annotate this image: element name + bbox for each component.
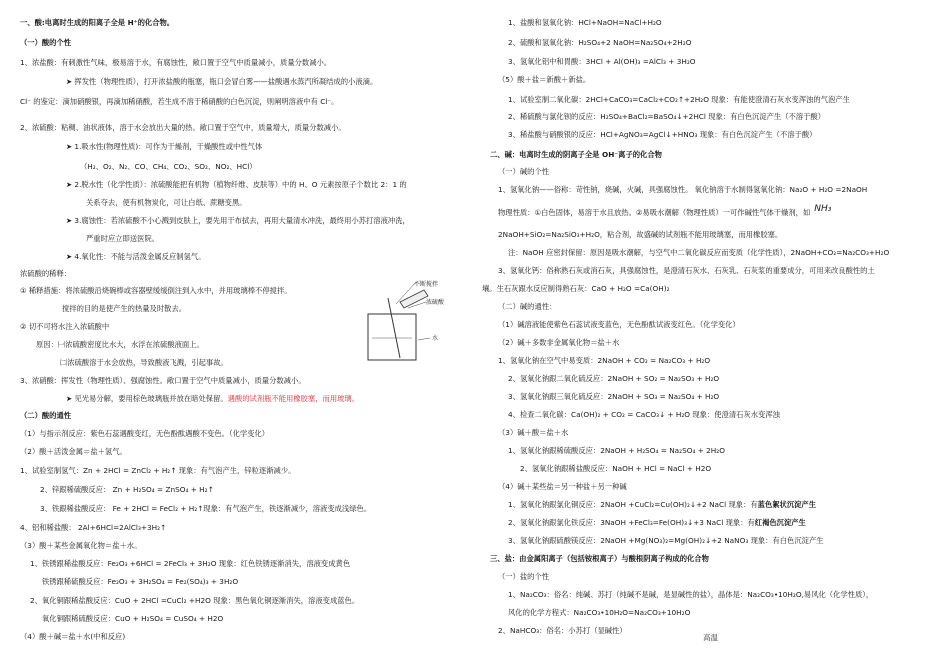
left-line: ➤ 1.吸水性(物理性质)：可作为干燥剂，干燥酸性或中性气体 bbox=[66, 142, 263, 151]
right-line: （3）碱＋酸＝盐＋水 bbox=[498, 428, 569, 437]
right-line: 注：NaOH 应密封保留：原因是吸水潮解，与空气中二氧化碳反应而变质（化学性质），2NaOH+CO₂=Na₂CO₃+H₂O bbox=[508, 248, 890, 257]
right-line: 2、NaHCO₃：俗名：小苏打（显碱性） bbox=[498, 626, 627, 635]
left-line: Cl⁻ 的鉴定：滴加硝酸银，再滴加稀硝酸，若生成不溶于稀硝酸的白色沉淀，则阐明溶液中有 Cl⁻。 bbox=[20, 97, 339, 106]
right-line: 1、氢氧化钠跟氯化铜反应：2NaOH +CuCl₂=Cu(OH)₂↓+2 NaCl 现象：有蓝色絮状沉淀产生 bbox=[508, 500, 817, 509]
right-line: 物理性质：①白色固体，易溶于水且放热。②易吸水潮解（物理性质）一可作碱性气体干燥剂，如 NH₃ bbox=[498, 204, 832, 217]
left-line: ➤ 挥发性（物理性质），打开浓盐酸的瓶塞，瓶口会冒白雾——盐酸遇水蒸汽所凝结成的小液滴。 bbox=[66, 77, 378, 86]
left-line: 1、浓盐酸：有刺激性气味，极易溶于水，有腐蚀性，敞口置于空气中质量减小，质量分数减小。 bbox=[20, 58, 332, 67]
left-line: 搅拌的目的是使产生的热量及时散去。 bbox=[62, 304, 187, 313]
left-line: 氧化铜跟稀硫酸反应：CuO + H₂SO₄ = CuSO₄ + H2O bbox=[42, 614, 224, 623]
right-line: 3、氢氧化钠跟三氧化硫反应：2NaOH + SO₃ = Na₂SO₄ + H₂O bbox=[508, 392, 720, 401]
right-line: 1、Na₂CO₃：俗名：纯碱、苏打（纯碱不是碱，是显碱性的盐），晶体是：Na₂CO₃•10H₂O,易风化（化学性质）， bbox=[508, 590, 874, 599]
right-line: （2）碱＋多数非金属氧化物＝盐＋水 bbox=[498, 338, 620, 347]
nh3-formula: NH₃ bbox=[814, 204, 832, 214]
right-line: 2、稀硫酸与氯化钡的反应：H₂SO₄+BaCl₂=BaSO₄↓+2HCl 现象：有白色沉淀产生（不溶于酸） bbox=[508, 112, 825, 121]
left-line: ② 切不可将水注入浓硫酸中 bbox=[20, 322, 110, 331]
right-line: 2、氢氧化钠跟二氧化硫反应：2NaOH + SO₂ = Na₂SO₃ + H₂O bbox=[508, 374, 720, 383]
left-line: 浓硫酸的稀释： bbox=[20, 269, 72, 278]
right-line: （1）碱溶液能使紫色石蕊试液变蓝色，无色酚酞试液变红色。（化学变化） bbox=[498, 320, 740, 329]
right-line: 3、稀盐酸与硝酸银的反应：HCl+AgNO₃=AgCl↓+HNO₃ 现象：有白色沉淀产生（不溶于酸） bbox=[508, 130, 817, 139]
left-line: 2、氧化铜跟稀盐酸反应：CuO + 2HCl =CuCl₂ +H2O 现象：黑色氧化铜逐渐消失，溶液变成蓝色。 bbox=[30, 596, 360, 605]
dilution-diagram bbox=[360, 280, 445, 365]
left-line: ➤ 2.脱水性（化学性质）：浓硫酸能把有机物（植物纤维、皮肤等）中的 H、O 元素按原子个数比 2：1 的 bbox=[66, 180, 407, 189]
left-line: （3）酸＋某些金属氧化物＝盐＋水。 bbox=[20, 541, 142, 550]
right-line: 1、氢氧化钠——俗称：苛性钠，烧碱，火碱，具强腐蚀性。 氧化钠溶于水制得氢氧化钠：Na₂O + H₂O =2NaOH bbox=[498, 185, 868, 194]
glass-rod bbox=[388, 298, 400, 358]
left-line: （1）与指示剂反应：紫色石蕊遇酸变红，无色酚酞遇酸不变色。（化学变化） bbox=[20, 429, 270, 438]
label-stir: 不断搅拌 bbox=[414, 281, 439, 288]
acid-bottle bbox=[400, 290, 428, 308]
right-line: 1、氢氧化钠在空气中易变质：2NaOH + CO₂ = Na₂CO₃ + H₂O bbox=[498, 356, 711, 365]
right-line: （一）碱的个性 bbox=[498, 167, 550, 176]
left-line: 关系夺去，使有机物炭化，可让白纸、蔗糖变黑。 bbox=[86, 198, 247, 207]
red-brown-precipitate-text: 红褐色沉淀产生 bbox=[754, 518, 806, 527]
right-line: 3、氢氧化铝中和胃酸：3HCl + Al(OH)₃ =AlCl₃ + 3H₂O bbox=[508, 57, 696, 66]
right-line: 1、盐酸和氢氧化钠：HCl+NaOH=NaCl+H₂O bbox=[508, 18, 662, 27]
right-line: 三、盐：由金属阳离子（包括铵根离子）与酸根阴离子构成的化合物 bbox=[490, 554, 709, 563]
left-line: 4、铝和稀盐酸： 2Al+6HCl=2AlCl₃+3H₂↑ bbox=[20, 523, 167, 532]
right-line: 壤。生石灰跟水反应制得熟石灰：CaO + H₂O =Ca(OH)₂ bbox=[482, 284, 670, 293]
left-line: ① 稀释措施：将浓硫酸沿烧碗棒或容器壁缓缓倒注到入水中，并用玻璃棒不停搅拌。 bbox=[20, 286, 292, 295]
left-line: ㈡浓硫酸溶于水会放热，导致酸液飞溅，引起事故。 bbox=[60, 358, 228, 367]
right-line: 2、氢氧化钠跟氯化铁反应：3NaOH +FeCl₃=Fe(OH)₃↓+3 NaCl 现象：有红褐色沉淀产生 bbox=[508, 518, 806, 527]
left-line: 1、试验室制氢气：Zn + 2HCl = ZnCl₂ + H₂↑ 现象：有气泡产生，锌粒逐渐减少。 bbox=[20, 466, 296, 475]
right-line: 1、氢氧化钠跟稀硫酸反应：2NaOH + H₂SO₄ = Na₂SO₄ + 2H₂O bbox=[508, 446, 725, 455]
left-line: ➤ 4.氧化性：不能与活泼金属反应制氢气。 bbox=[66, 252, 206, 261]
right-line: （一）盐的个性 bbox=[498, 572, 550, 581]
left-line: （二）酸的通性 bbox=[20, 411, 72, 420]
right-line: （4）碱＋某些盐＝另一种盐＋另一种碱 bbox=[498, 482, 627, 491]
warning-red-text: 遇酸的试剂瓶不能用橡胶塞，而用玻璃。 bbox=[227, 394, 360, 403]
left-line: 2、锌跟稀硫酸反应： Zn + H₂SO₄ = ZnSO₄ + H₂↑ bbox=[40, 485, 214, 494]
right-line: 3、氢氧化钙：俗称熟石灰或消石灰，具强腐蚀性，是澄清石灰水、石灰乳、石灰浆的重要成分，可用来改良酸性的土 bbox=[498, 266, 875, 275]
left-line: （2）酸＋活泼金属＝盐＋氢气。 bbox=[20, 447, 127, 456]
left-line: 3、浓硝酸：挥发性（物理性质）、强腐蚀性。敞口置于空气中质量减小，质量分数减小。 bbox=[20, 376, 306, 385]
right-line: 2NaOH+SiO₂=Na₂SiO₃+H₂O，粘合剂，故盛碱的试剂瓶不能用玻璃塞，而用橡胶塞。 bbox=[498, 230, 783, 239]
right-line: 3、氢氧化钠跟硫酸镁反应：2NaOH +Mg(NO₃)₂=Mg(OH)₂↓+2 NaNO₃ 现象：有白色沉淀产生 bbox=[508, 536, 824, 545]
right-line: 二、碱：电离时生成的阴离子全是 OH⁻离子的化合物 bbox=[490, 150, 662, 159]
left-line: ➤ 见光易分解，要用棕色玻璃瓶并放在暗处保留。遇酸的试剂瓶不能用橡胶塞，而用玻璃。 bbox=[66, 394, 360, 403]
right-line: （二）碱的通性： bbox=[498, 302, 557, 311]
blue-precipitate-text: 蓝色絮状沉淀产生 bbox=[757, 500, 817, 509]
left-line: 一、酸:电离时生成的阳离子全是 H⁺的化合物。 bbox=[20, 18, 175, 27]
right-line: 2、氢氧化钠跟稀盐酸反应：NaOH + HCl = NaCl + H2O bbox=[520, 464, 712, 473]
left-line: 3、铁跟稀盐酸反应： Fe + 2HCl = FeCl₂ + H₂↑现象：有气泡产生，铁逐渐减少，溶液变成浅绿色。 bbox=[40, 504, 372, 513]
left-line: ➤ 3.腐蚀性：若浓硫酸不小心溅到皮肤上，要先用干布拭去，再用大量清水冲洗，最终用小苏打溶液冲洗， bbox=[66, 216, 410, 225]
left-line: 严重时应立即送医院。 bbox=[86, 234, 159, 243]
left-line: （H₂、O₂、N₂、CO、CH₄、CO₂、SO₂、NO₂、HCl） bbox=[80, 162, 257, 171]
left-line: 2、浓硫酸：粘稠、油状液体，溶于水会放出大量的热。敞口置于空气中，质量增大，质量分数减小。 bbox=[20, 123, 346, 132]
right-line: 风化的化学方程式：Na₂CO₃•10H₂O=Na₂CO₃+10H₂O bbox=[508, 608, 691, 617]
left-line: 铁锈跟稀硫酸反应：Fe₂O₃ + 3H₂SO₄ = Fe₂(SO₄)₃ + 3H₂O bbox=[42, 577, 239, 586]
beaker-outline bbox=[368, 314, 416, 360]
left-line: 原因：㈠浓硫酸密度比水大，水浮在浓硫酸液面上。 bbox=[36, 340, 204, 349]
right-line: （5）酸＋盐＝新酸＋新盐。 bbox=[498, 75, 591, 84]
label-acid: 浓硫酸 bbox=[426, 299, 445, 306]
left-line: （一）酸的个性 bbox=[20, 38, 72, 47]
footer-text: 高温 bbox=[703, 633, 718, 642]
left-line: （4）酸＋碱＝盐＋水(中和反应) bbox=[20, 632, 126, 641]
right-line: 4、检查二氧化碳：Ca(OH)₂ + CO₂ = CaCO₃↓ + H₂O 现象：使澄清石灰水变浑浊 bbox=[508, 410, 780, 419]
left-line: 1、铁锈跟稀盐酸反应：Fe₂O₃ +6HCl = 2FeCl₃ + 3H₂O 现象：红色铁锈逐渐消失，溶液变成黄色 bbox=[30, 559, 351, 568]
right-line: 2、硫酸和氢氧化钠：H₂SO₄+2 NaOH=Na₂SO₄+2H₂O bbox=[508, 38, 692, 47]
label-water: 水 bbox=[432, 335, 439, 342]
right-line: 1、试验室制二氧化碳：2HCl+CaCO₃=CaCl₂+CO₂↑+2H₂O 现象：有能使澄清石灰水变浑浊的气泡产生 bbox=[508, 95, 850, 104]
